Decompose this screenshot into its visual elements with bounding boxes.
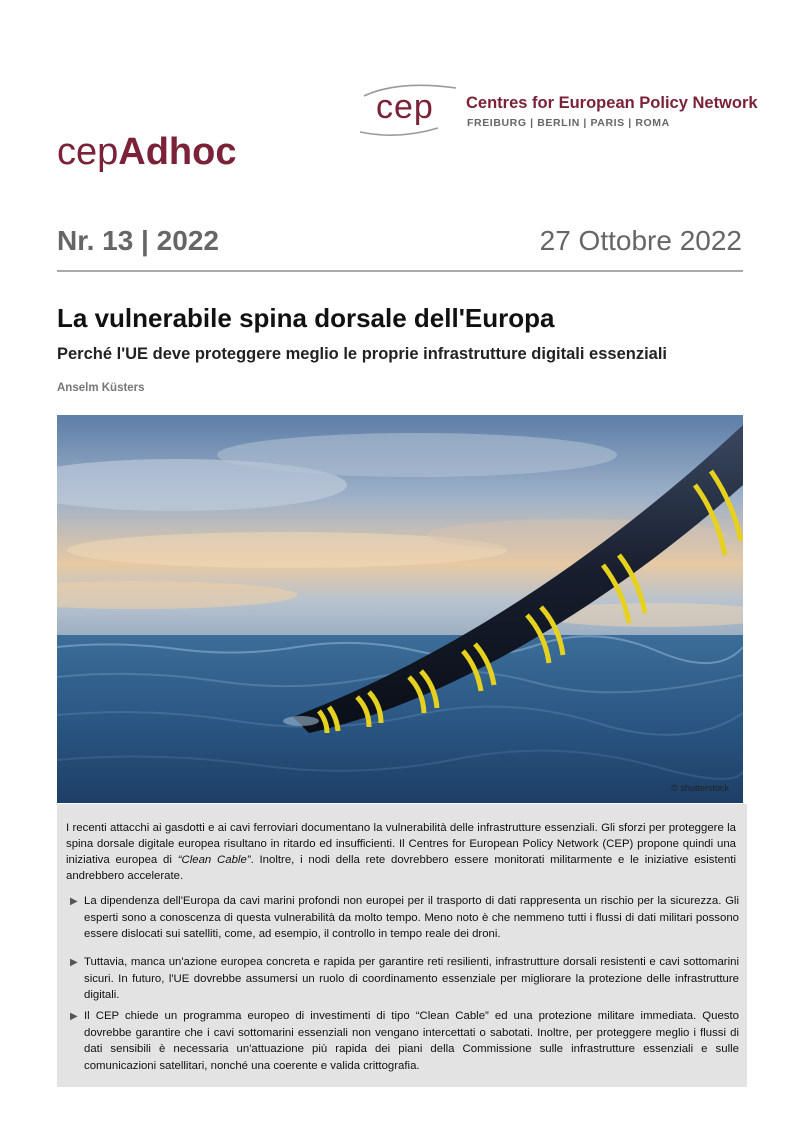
- org-cities: FREIBURG | BERLIN | PARIS | ROMA: [467, 117, 670, 129]
- summary-bullet: [66, 954, 739, 1004]
- image-credit: © shutterstock: [671, 783, 729, 793]
- summary-bullet: [66, 1008, 739, 1074]
- divider: [57, 270, 743, 272]
- article-title: La vulnerabile spina dorsale dell'Europa: [57, 303, 555, 333]
- triangle-right-icon: ▶: [70, 1011, 78, 1022]
- cable-ocean-illustration: [57, 415, 743, 803]
- bullet-text: Tuttavia, manca un'azione europea concreta e rapida per garantire reti resilienti, infrastrutture dorsali resistenti e cavi sottomarini sicuri. In futuro, l'UE dovrebbe assumersi un ruolo di coordinamento essenziale per migliorare la protezione delle infrastrutture digitali.: [84, 956, 739, 1001]
- cep-logo: [358, 82, 758, 142]
- series-title-bold: Adhoc: [118, 131, 237, 173]
- intro-text-2: . Inoltre, i nodi della rete dovrebbero essere monitorati militarmente e le iniziative esistenti andrebbero accelerate.: [66, 854, 736, 882]
- intro-emphasis: “Clean Cable”: [177, 854, 251, 866]
- hero-image: [57, 415, 743, 803]
- series-title: [57, 131, 237, 174]
- summary-bullet: [66, 893, 739, 943]
- bullet-text: La dipendenza dell'Europa da cavi marini profondi non europei per il trasporto di dati rappresenta un rischio per la sicurezza. Gli esperti sono a conoscenza di questa vulnerabilità da molto tempo. Meno noto è che nemmeno tutti i flussi di dati militari possono essere dislocati sui satelliti, come, ad esempio, il controllo in tempo reale dei droni.: [84, 895, 739, 940]
- issue-number: Nr. 13 | 2022: [57, 225, 219, 256]
- triangle-right-icon: ▶: [70, 957, 78, 968]
- intro-text-1: I recenti attacchi ai gasdotti e ai cavi ferroviari documentano la vulnerabilità delle infrastrutture essenziali. Gli sforzi per proteggere la spina dorsale digitale europea risultano in ritardo ed insufficienti. Il Centres for European Policy Network (CEP) propone quindi una iniziativa europea di: [66, 822, 736, 866]
- org-name: Centres for European Policy Network: [466, 94, 758, 112]
- issue-date: 27 Ottobre 2022: [539, 225, 742, 256]
- series-title-light: cep: [57, 131, 119, 173]
- article-author: Anselm Küsters: [57, 382, 145, 394]
- triangle-right-icon: ▶: [70, 896, 78, 907]
- article-subtitle: Perché l'UE deve proteggere meglio le proprie infrastrutture digitali essenziali: [57, 345, 668, 363]
- summary-intro: [66, 820, 736, 884]
- bullet-text: Il CEP chiede un programma europeo di investimenti di tipo “Clean Cable” ed una protezione militare immediata. Questo dovrebbe garantire che i cavi sottomarini essenziali non vengano intercettati o sabotati. Inoltre, per proteggere meglio i flussi di dati sensibili è necessaria un'attuazione più rapida dei piani della Commissione sulle infrastrutture essenziali e sulle comunicazioni satellitari, nonché una coerente e valida crittografia.: [84, 1010, 739, 1072]
- summary-box: [57, 804, 747, 1087]
- logo-text: cep: [376, 88, 434, 126]
